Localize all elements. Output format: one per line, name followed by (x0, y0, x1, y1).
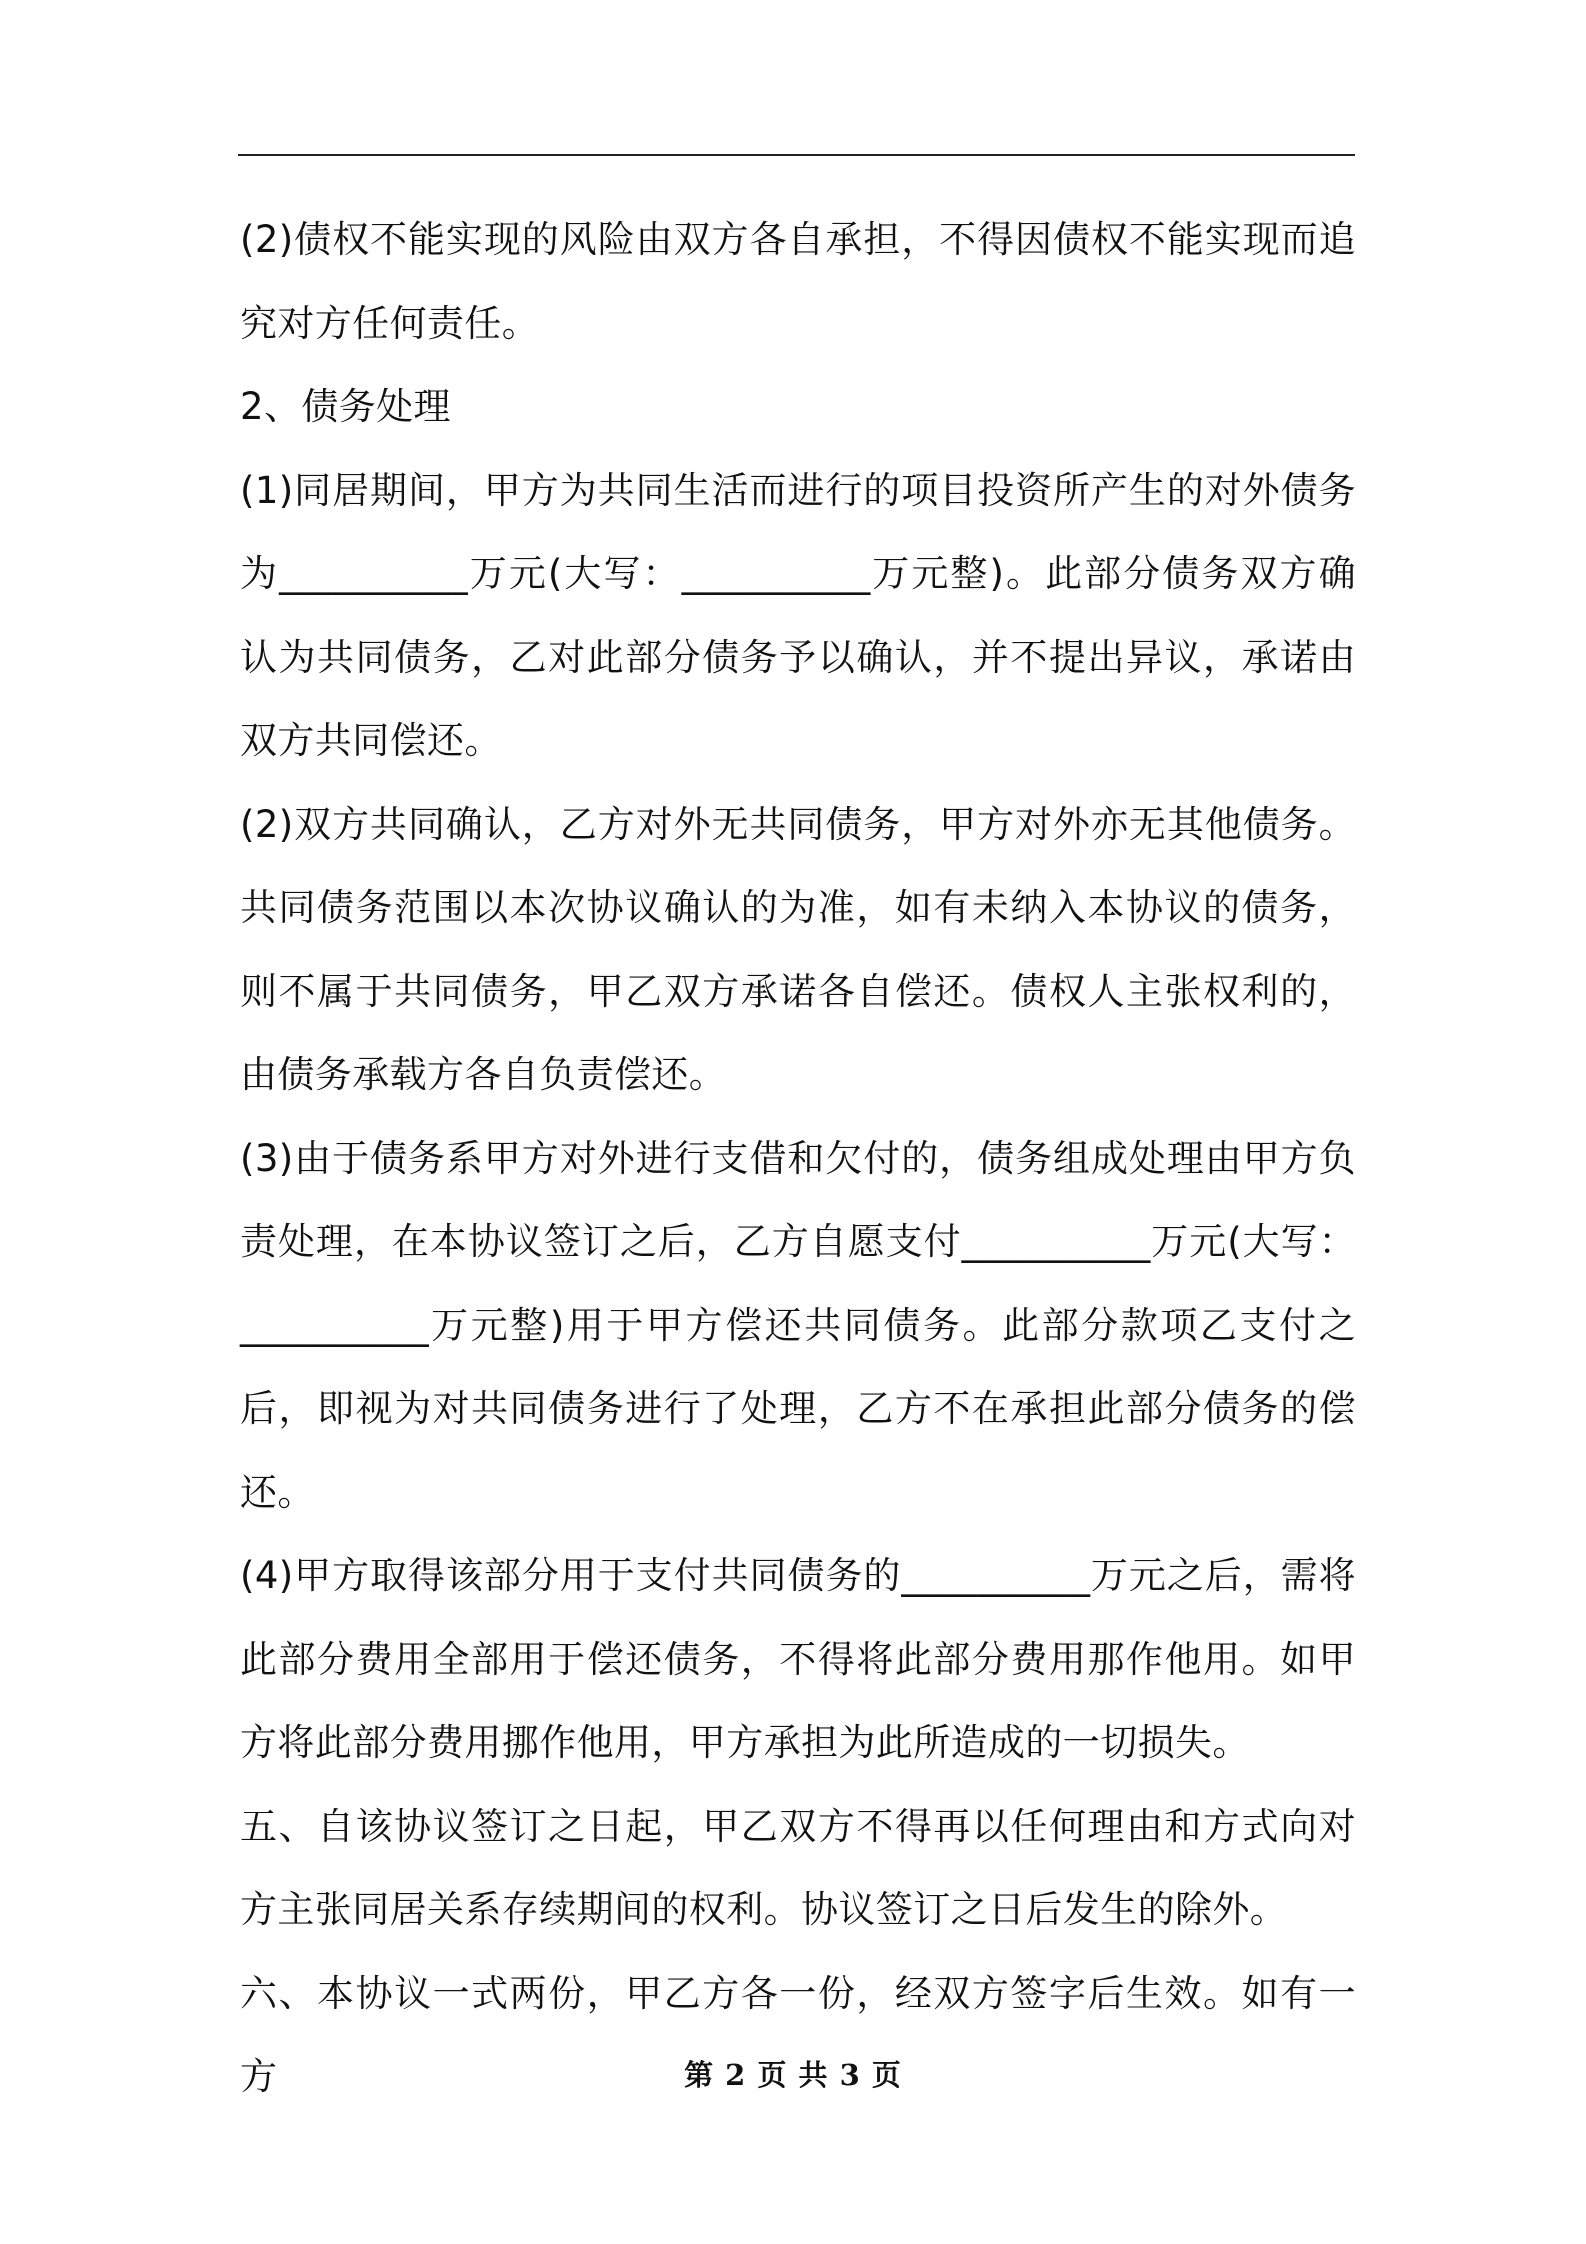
paragraph: 五、自该协议签订之日起，甲乙双方不得再以任何理由和方式向对方主张同居关系存续期间的权利。协议签订之日后发生的除外。 (240, 1804, 1356, 1931)
document-body (240, 198, 1356, 2119)
page-number-footer: 第 2 页 共 3 页 (684, 2058, 902, 2092)
section-heading: 2、债务处理 (240, 385, 451, 428)
paragraph: (2)债权不能实现的风险由双方各自承担，不得因债权不能实现而追究对方任何责任。 (240, 218, 1356, 345)
paragraph: (3)由于债务系甲方对外进行支借和欠付的，债务组成处理由甲方负责处理，在本协议签订之后，乙方自愿支付__________万元(大写：__________万元整)用于甲方偿还共同债务。此部分款项乙支付之后，即视为对共同债务进行了处理，乙方不在承担此部分债务的偿还。 (240, 1136, 1356, 1514)
header-divider (238, 154, 1355, 156)
paragraph: 六、本协议一式两份，甲乙方各一份，经双方签字后生效。如有一方 (240, 1971, 1356, 2098)
paragraph: (1)同居期间，甲方为共同生活而进行的项目投资所产生的对外债务为__________万元(大写：__________万元整)。此部分债务双方确认为共同债务，乙对此部分债务予以确认，并不提出异议，承诺由双方共同偿还。 (240, 468, 1356, 762)
paragraph: (4)甲方取得该部分用于支付共同债务的__________万元之后，需将此部分费用全部用于偿还债务，不得将此部分费用那作他用。如甲方将此部分费用挪作他用，甲方承担为此所造成的一切损失。 (240, 1554, 1356, 1764)
paragraph: (2)双方共同确认，乙方对外无共同债务，甲方对外亦无其他债务。共同债务范围以本次协议确认的为准，如有未纳入本协议的债务，则不属于共同债务，甲乙双方承诺各自偿还。债权人主张权利的，由债务承载方各自负责偿还。 (240, 802, 1356, 1096)
